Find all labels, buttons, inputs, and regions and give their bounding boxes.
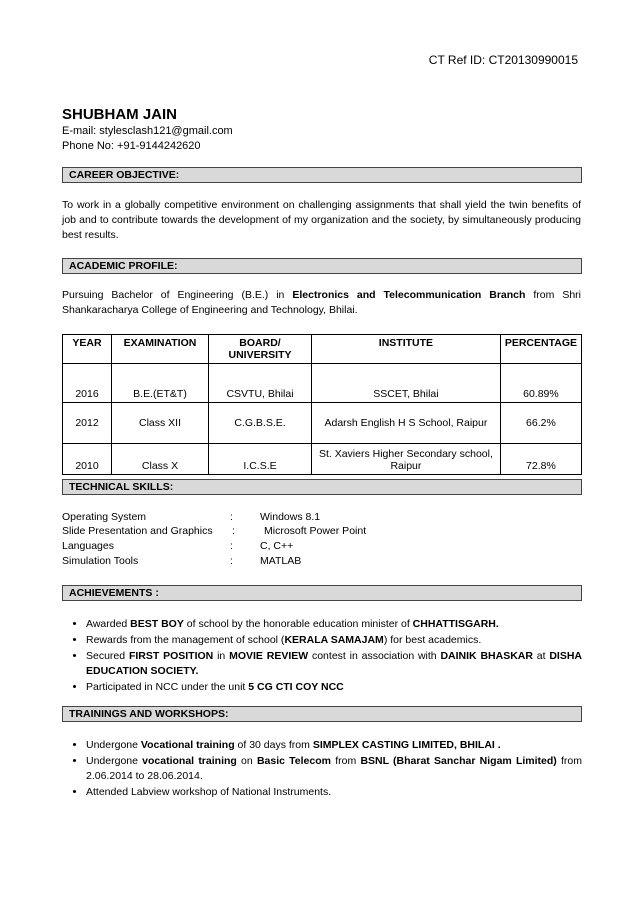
achievements-list [62, 617, 582, 696]
skill-label: Slide Presentation and Graphics [62, 525, 213, 537]
list-item-text: at [532, 650, 550, 662]
list-item [86, 738, 582, 753]
cell-institute: SSCET, Bhilai [312, 364, 501, 403]
list-item-text: from [331, 755, 361, 767]
table-row [63, 364, 582, 403]
list-item [86, 785, 582, 800]
academic-intro-branch: Electronics and Telecommunication Branch [292, 289, 526, 301]
col-institute: INSTITUTE [312, 335, 501, 364]
academic-intro-post: from Shri Shankaracharya College of Engineering and Technology, Bhilai. [62, 289, 581, 316]
table-row [63, 403, 582, 444]
cell-examination: Class X [112, 444, 209, 475]
cell-examination: B.E.(ET&T) [112, 364, 209, 403]
list-item-text: contest in association with [308, 650, 441, 662]
col-year: YEAR [63, 335, 112, 364]
trainings-heading: TRAININGS AND WORKSHOPS: [62, 706, 582, 722]
academic-intro-pre: Pursuing Bachelor of Engineering (B.E.) in [62, 289, 293, 301]
list-item-text: Secured [86, 650, 129, 662]
list-item-text: CHHATTISGARH. [412, 618, 499, 630]
list-item-text: 5 CG CTI COY NCC [248, 681, 344, 693]
technical-skills-heading: TECHNICAL SKILLS: [62, 479, 582, 495]
cell-board: C.G.B.S.E. [209, 403, 312, 444]
cell-year: 2016 [63, 364, 112, 403]
academic-intro [62, 288, 581, 318]
skill-separator: : [230, 540, 233, 552]
ref-id: CT Ref ID: CT20130990015 [428, 53, 578, 67]
list-item-text: BEST BOY [130, 618, 184, 630]
list-item-text: SIMPLEX CASTING LIMITED, BHILAI . [312, 739, 501, 751]
list-item-text: Undergone [86, 739, 141, 751]
col-percentage: PERCENTAGE [500, 335, 581, 364]
skill-label: Operating System [62, 511, 147, 523]
list-item-text: Attended Labview workshop of National Instruments. [86, 786, 332, 798]
cell-year: 2010 [63, 444, 112, 475]
list-item-text: MOVIE REVIEW [229, 650, 309, 662]
skill-separator: : [232, 525, 235, 537]
cell-percentage: 66.2% [500, 403, 581, 444]
skill-value: Microsoft Power Point [264, 525, 367, 537]
skill-separator: : [230, 555, 233, 567]
candidate-name: SHUBHAM JAIN [62, 106, 178, 123]
list-item [86, 649, 582, 679]
career-objective-heading: CAREER OBJECTIVE: [62, 167, 582, 183]
list-item-text: in [213, 650, 230, 662]
list-item-text: Rewards from the management of school ( [86, 634, 285, 646]
phone: Phone No: +91-9144242620 [62, 140, 201, 152]
list-item-text: vocational training [142, 755, 237, 767]
email: E-mail: stylesclash121@gmail.com [62, 125, 233, 137]
trainings-list [62, 738, 582, 801]
achievements-heading: ACHIEVEMENTS : [62, 585, 582, 601]
col-board: BOARD/ UNIVERSITY [209, 335, 312, 364]
cell-examination: Class XII [112, 403, 209, 444]
career-objective-text: To work in a globally competitive environment on challenging assignments that shall yield the twin benefits of job and to contribute towards the development of my organization and the society, by simultaneously producing best results. [62, 199, 581, 241]
list-item-text: Vocational training [140, 739, 235, 751]
cell-institute: St. Xaviers Higher Secondary school, Raipur [312, 444, 501, 475]
list-item-text: ) for best academics. [383, 634, 482, 646]
list-item-text: of 30 days from [234, 739, 313, 751]
table-row [63, 444, 582, 475]
list-item-text: of school by the honorable education minister of [183, 618, 413, 630]
cell-board: CSVTU, Bhilai [209, 364, 312, 403]
list-item-text: FIRST POSITION [128, 650, 214, 662]
skill-value: MATLAB [260, 555, 302, 567]
skill-value: C, C++ [260, 540, 294, 552]
academic-table [62, 334, 582, 475]
cell-institute: Adarsh English H S School, Raipur [312, 403, 501, 444]
cell-year: 2012 [63, 403, 112, 444]
list-item-text: Participated in NCC under the unit [86, 681, 249, 693]
list-item [86, 754, 582, 784]
list-item-text: BSNL (Bharat Sanchar Nigam Limited) [360, 755, 557, 767]
list-item [86, 633, 582, 648]
list-item-text: from 2.06.2014 to 28.06.2014. [86, 755, 583, 782]
cell-board: I.C.S.E [209, 444, 312, 475]
list-item [86, 680, 582, 695]
skill-label: Simulation Tools [62, 555, 139, 567]
list-item-text: Awarded [86, 618, 131, 630]
skill-separator: : [230, 511, 233, 523]
cell-percentage: 72.8% [500, 444, 581, 475]
skill-label: Languages [62, 540, 114, 552]
list-item-text: DAINIK BHASKAR [440, 650, 533, 662]
list-item-text: DISHA EDUCATION SOCIETY. [86, 650, 583, 677]
table-header-row [63, 335, 582, 364]
list-item-text: Basic Telecom [256, 755, 331, 767]
academic-profile-heading: ACADEMIC PROFILE: [62, 258, 582, 274]
col-examination: EXAMINATION [112, 335, 209, 364]
list-item-text: KERALA SAMAJAM [284, 634, 384, 646]
list-item-text: on [236, 755, 257, 767]
list-item [86, 617, 582, 632]
cell-percentage: 60.89% [500, 364, 581, 403]
list-item-text: Undergone [86, 755, 143, 767]
skill-value: Windows 8.1 [260, 511, 321, 523]
